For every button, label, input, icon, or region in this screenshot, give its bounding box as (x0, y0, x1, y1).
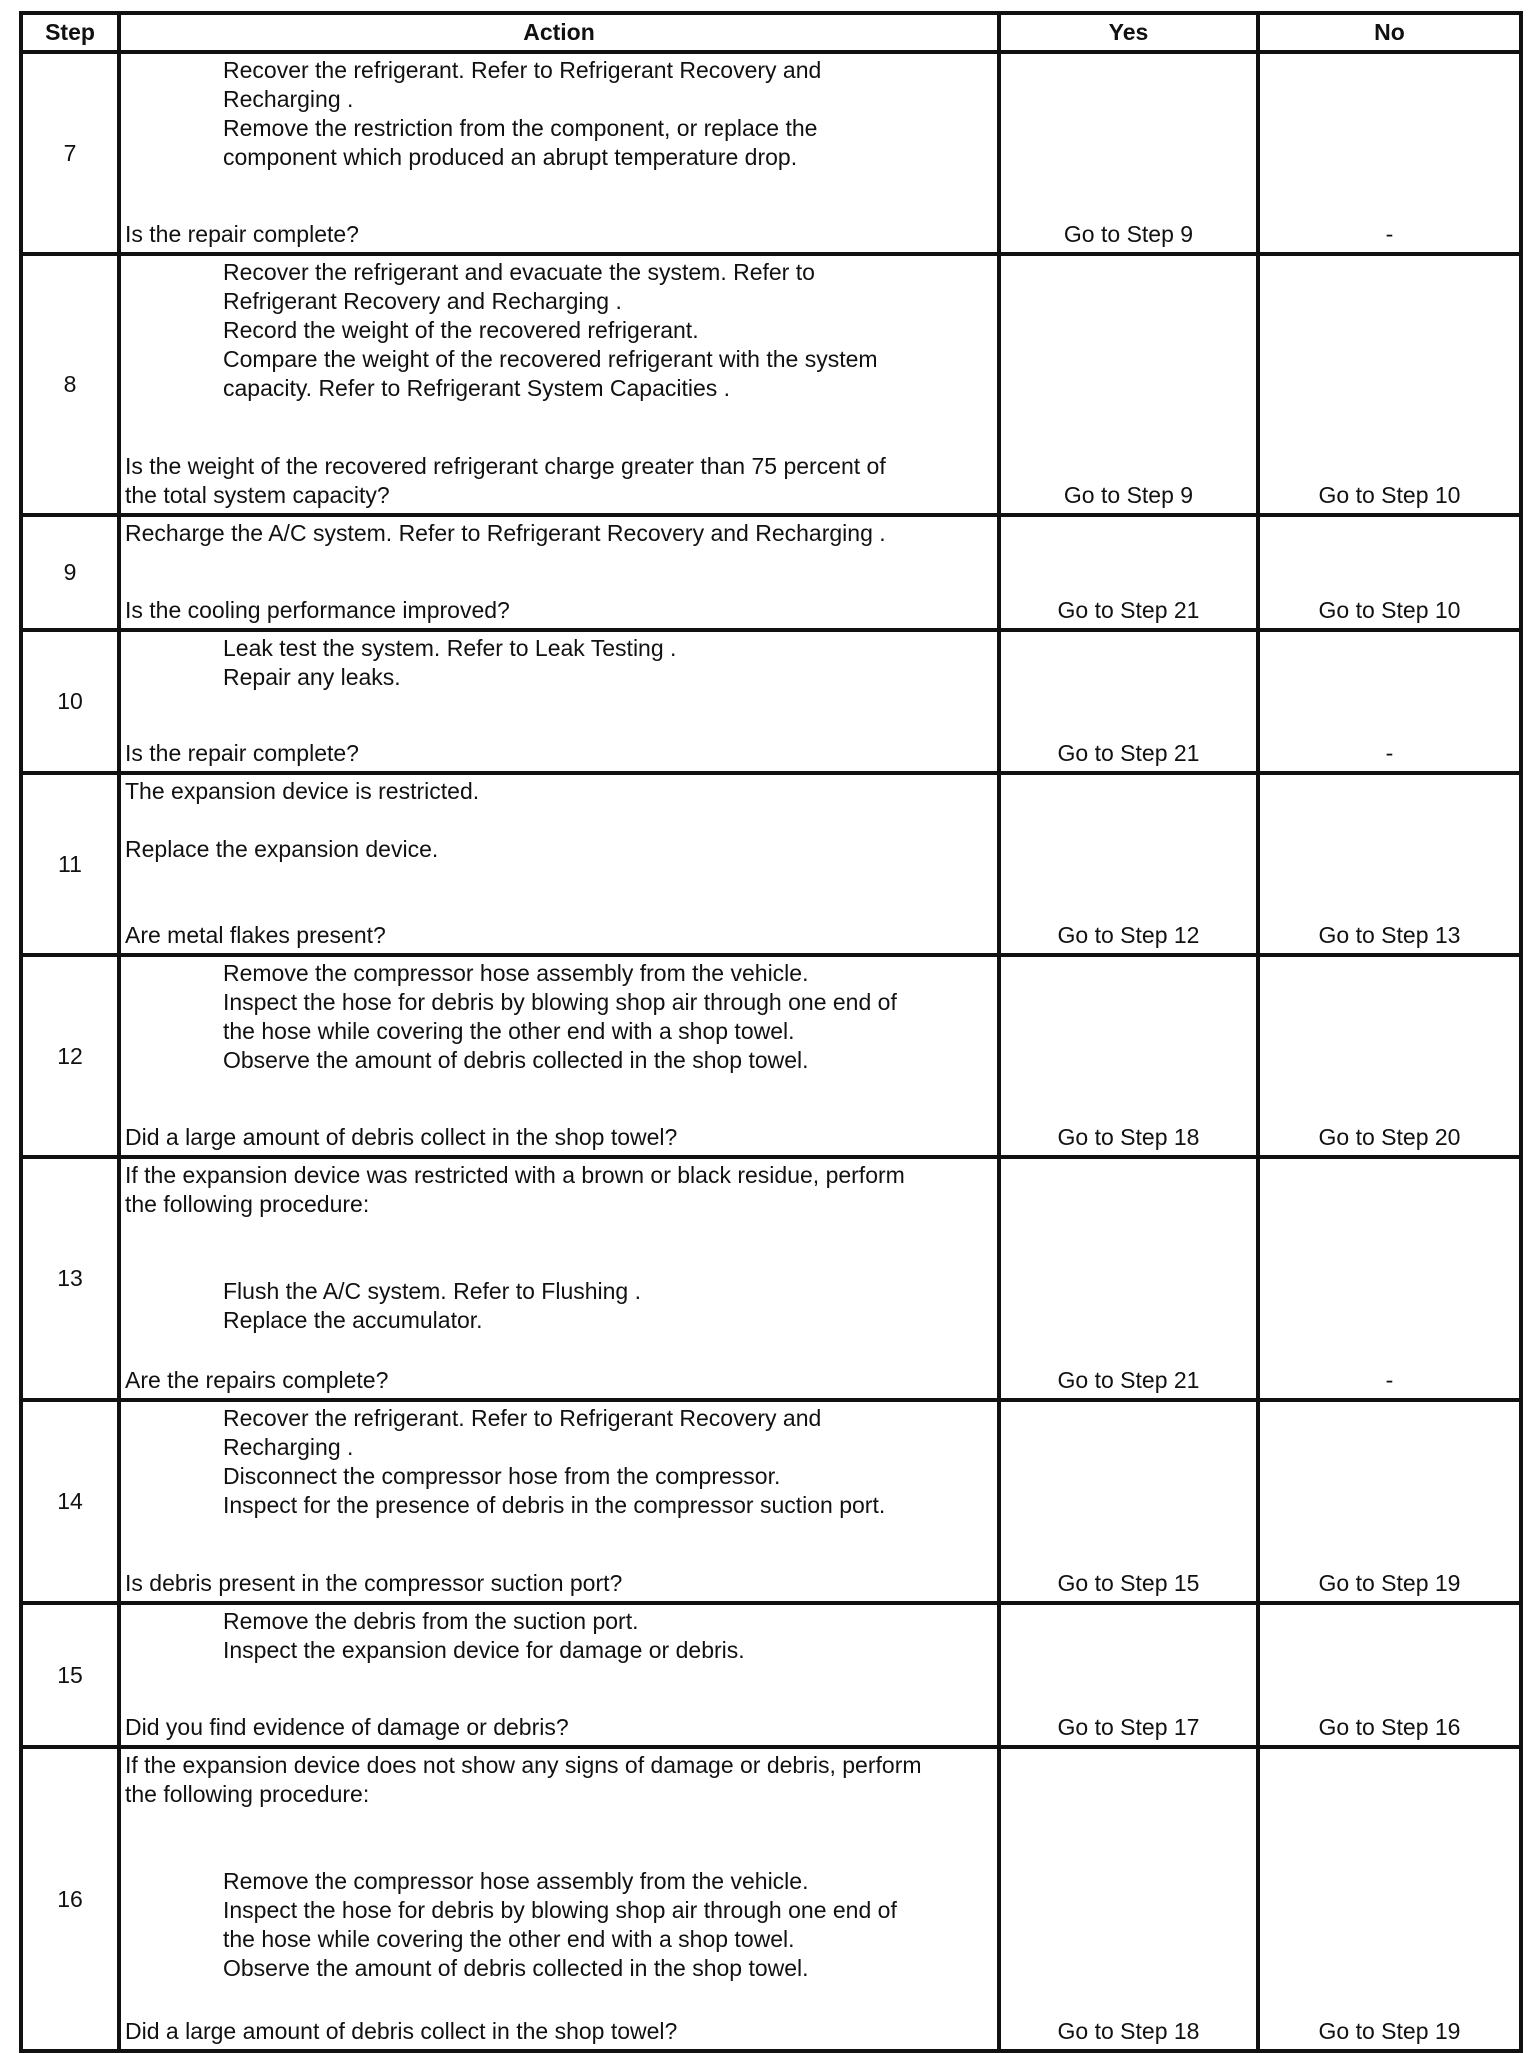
question-text (125, 1713, 993, 1742)
yes-result: Go to Step 21 (999, 515, 1258, 630)
question-text (125, 1123, 993, 1152)
procedure-step: Inspect the hose for debris by blowing shop air through one end of (223, 989, 897, 1015)
procedure-step: Observe the amount of debris collected in the shop towel. (223, 1047, 809, 1073)
action-instructions (125, 56, 993, 172)
no-result: Go to Step 13 (1258, 773, 1521, 955)
action-content (121, 1605, 997, 1745)
procedure-steps (125, 959, 993, 1075)
procedure-steps (125, 634, 993, 692)
yes-result: Go to Step 18 (999, 955, 1258, 1157)
question-text (125, 220, 993, 249)
action-content (121, 1159, 997, 1398)
action-cell (119, 52, 999, 254)
step-number: 12 (21, 955, 119, 1157)
header-no: No (1258, 13, 1521, 52)
header-step: Step (21, 13, 119, 52)
no-result: Go to Step 16 (1258, 1603, 1521, 1747)
question-text (125, 2017, 993, 2046)
action-text: the following procedure: (125, 1781, 370, 1807)
action-text: If the expansion device was restricted with a brown or black residue, perform (125, 1162, 905, 1188)
no-result: - (1258, 1157, 1521, 1400)
yes-result: Go to Step 21 (999, 1157, 1258, 1400)
procedure-step: Remove the compressor hose assembly from the vehicle. (223, 960, 809, 986)
procedure-step: Recharging . (223, 1434, 354, 1460)
action-instructions (125, 959, 993, 1075)
procedure-steps (125, 1867, 993, 1983)
table-row (21, 773, 1521, 955)
step-number: 8 (21, 254, 119, 515)
procedure-step: Replace the accumulator. (223, 1307, 483, 1333)
yes-result: Go to Step 9 (999, 254, 1258, 515)
question-line: Did you find evidence of damage or debris? (125, 1714, 569, 1740)
procedure-step: capacity. Refer to Refrigerant System Capacities . (223, 375, 731, 401)
action-text: If the expansion device does not show any signs of damage or debris, perform (125, 1752, 922, 1778)
action-cell (119, 955, 999, 1157)
procedure-step: the hose while covering the other end with a shop towel. (223, 1926, 795, 1952)
action-text: the following procedure: (125, 1191, 370, 1217)
header-action: Action (119, 13, 999, 52)
action-content (121, 256, 997, 513)
question-line: Did a large amount of debris collect in the shop towel? (125, 2018, 678, 2044)
procedure-step: Disconnect the compressor hose from the compressor. (223, 1463, 781, 1489)
table-row (21, 52, 1521, 254)
procedure-step: Inspect the expansion device for damage or debris. (223, 1637, 745, 1663)
question-line: Is the repair complete? (125, 740, 359, 766)
action-cell (119, 630, 999, 773)
procedure-step: Remove the restriction from the component, or replace the (223, 115, 818, 141)
procedure-step: Observe the amount of debris collected in the shop towel. (223, 1955, 809, 1981)
header-row (21, 13, 1521, 52)
action-paragraphs (125, 777, 993, 864)
action-content (121, 632, 997, 771)
action-content (121, 1749, 997, 2049)
procedure-steps (125, 1607, 993, 1665)
action-text: The expansion device is restricted. (125, 778, 480, 804)
question-text (125, 921, 993, 950)
question-line: Is the repair complete? (125, 221, 359, 247)
action-cell (119, 1747, 999, 2051)
question-text (125, 596, 993, 625)
action-instructions (125, 634, 993, 692)
step-number: 9 (21, 515, 119, 630)
question-line: Are the repairs complete? (125, 1367, 389, 1393)
action-content (121, 957, 997, 1155)
procedure-step: Remove the debris from the suction port. (223, 1608, 639, 1634)
no-result: - (1258, 630, 1521, 773)
table-row (21, 1157, 1521, 1400)
action-cell (119, 515, 999, 630)
question-line: Are metal flakes present? (125, 922, 386, 948)
blank-line (125, 1838, 993, 1867)
procedure-step: the hose while covering the other end with a shop towel. (223, 1018, 795, 1044)
no-result: Go to Step 19 (1258, 1747, 1521, 2051)
question-text (125, 452, 993, 510)
action-instructions (125, 777, 993, 864)
procedure-step: Recover the refrigerant. Refer to Refrigerant Recovery and (223, 57, 822, 83)
yes-result: Go to Step 21 (999, 630, 1258, 773)
question-line: Is the weight of the recovered refrigerant charge greater than 75 percent of (125, 453, 886, 479)
procedure-step: Record the weight of the recovered refrigerant. (223, 317, 699, 343)
action-content (121, 775, 997, 953)
question-line: the total system capacity? (125, 482, 390, 508)
procedure-steps (125, 1277, 993, 1335)
procedure-step: Inspect the hose for debris by blowing shop air through one end of (223, 1897, 897, 1923)
action-cell (119, 773, 999, 955)
blank-line (125, 1809, 993, 1838)
procedure-steps (125, 1404, 993, 1520)
action-content (121, 54, 997, 252)
action-content (121, 517, 997, 628)
yes-result: Go to Step 15 (999, 1400, 1258, 1603)
diagnostic-table (19, 11, 1523, 2053)
no-result: Go to Step 10 (1258, 515, 1521, 630)
action-instructions (125, 258, 993, 403)
action-instructions (125, 1751, 993, 1983)
step-number: 16 (21, 1747, 119, 2051)
step-number: 15 (21, 1603, 119, 1747)
question-text (125, 739, 993, 768)
step-number: 10 (21, 630, 119, 773)
table-row (21, 1400, 1521, 1603)
procedure-step: Refrigerant Recovery and Recharging . (223, 288, 622, 314)
procedure-step: Inspect for the presence of debris in the compressor suction port. (223, 1492, 886, 1518)
yes-result: Go to Step 18 (999, 1747, 1258, 2051)
procedure-step: Compare the weight of the recovered refrigerant with the system (223, 346, 878, 372)
action-paragraphs (125, 519, 993, 548)
action-text: Recharge the A/C system. Refer to Refrigerant Recovery and Recharging . (125, 520, 886, 546)
yes-result: Go to Step 9 (999, 52, 1258, 254)
action-content (121, 1402, 997, 1601)
question-text (125, 1569, 993, 1598)
question-line: Is debris present in the compressor suction port? (125, 1570, 623, 1596)
procedure-step: Repair any leaks. (223, 664, 401, 690)
procedure-step: Remove the compressor hose assembly from the vehicle. (223, 1868, 809, 1894)
no-result: Go to Step 20 (1258, 955, 1521, 1157)
procedure-step: Recover the refrigerant and evacuate the system. Refer to (223, 259, 815, 285)
action-instructions (125, 1161, 993, 1335)
step-number: 13 (21, 1157, 119, 1400)
yes-result: Go to Step 12 (999, 773, 1258, 955)
blank-line (125, 1248, 993, 1277)
action-paragraphs (125, 1161, 993, 1219)
question-line: Did a large amount of debris collect in the shop towel? (125, 1124, 678, 1150)
table-row (21, 515, 1521, 630)
action-cell (119, 1157, 999, 1400)
action-cell (119, 1400, 999, 1603)
action-cell (119, 254, 999, 515)
step-number: 14 (21, 1400, 119, 1603)
procedure-steps (125, 56, 993, 172)
no-result: - (1258, 52, 1521, 254)
action-instructions (125, 1607, 993, 1665)
action-cell (119, 1603, 999, 1747)
yes-result: Go to Step 17 (999, 1603, 1258, 1747)
table-body (21, 52, 1521, 2051)
no-result: Go to Step 10 (1258, 254, 1521, 515)
step-number: 11 (21, 773, 119, 955)
action-paragraphs (125, 1751, 993, 1809)
table-row (21, 1747, 1521, 2051)
action-instructions (125, 519, 993, 548)
question-text (125, 1366, 993, 1395)
question-line: Is the cooling performance improved? (125, 597, 510, 623)
action-text: Replace the expansion device. (125, 836, 439, 862)
table-row (21, 1603, 1521, 1747)
table-row (21, 630, 1521, 773)
no-result: Go to Step 19 (1258, 1400, 1521, 1603)
procedure-step: Flush the A/C system. Refer to Flushing . (223, 1278, 641, 1304)
procedure-step: component which produced an abrupt temperature drop. (223, 144, 798, 170)
table-row (21, 955, 1521, 1157)
step-number: 7 (21, 52, 119, 254)
blank-line (125, 806, 993, 835)
procedure-step: Leak test the system. Refer to Leak Testing . (223, 635, 677, 661)
table-row (21, 254, 1521, 515)
blank-line (125, 1219, 993, 1248)
procedure-steps (125, 258, 993, 403)
action-instructions (125, 1404, 993, 1520)
procedure-step: Recover the refrigerant. Refer to Refrigerant Recovery and (223, 1405, 822, 1431)
header-yes: Yes (999, 13, 1258, 52)
procedure-step: Recharging . (223, 86, 354, 112)
